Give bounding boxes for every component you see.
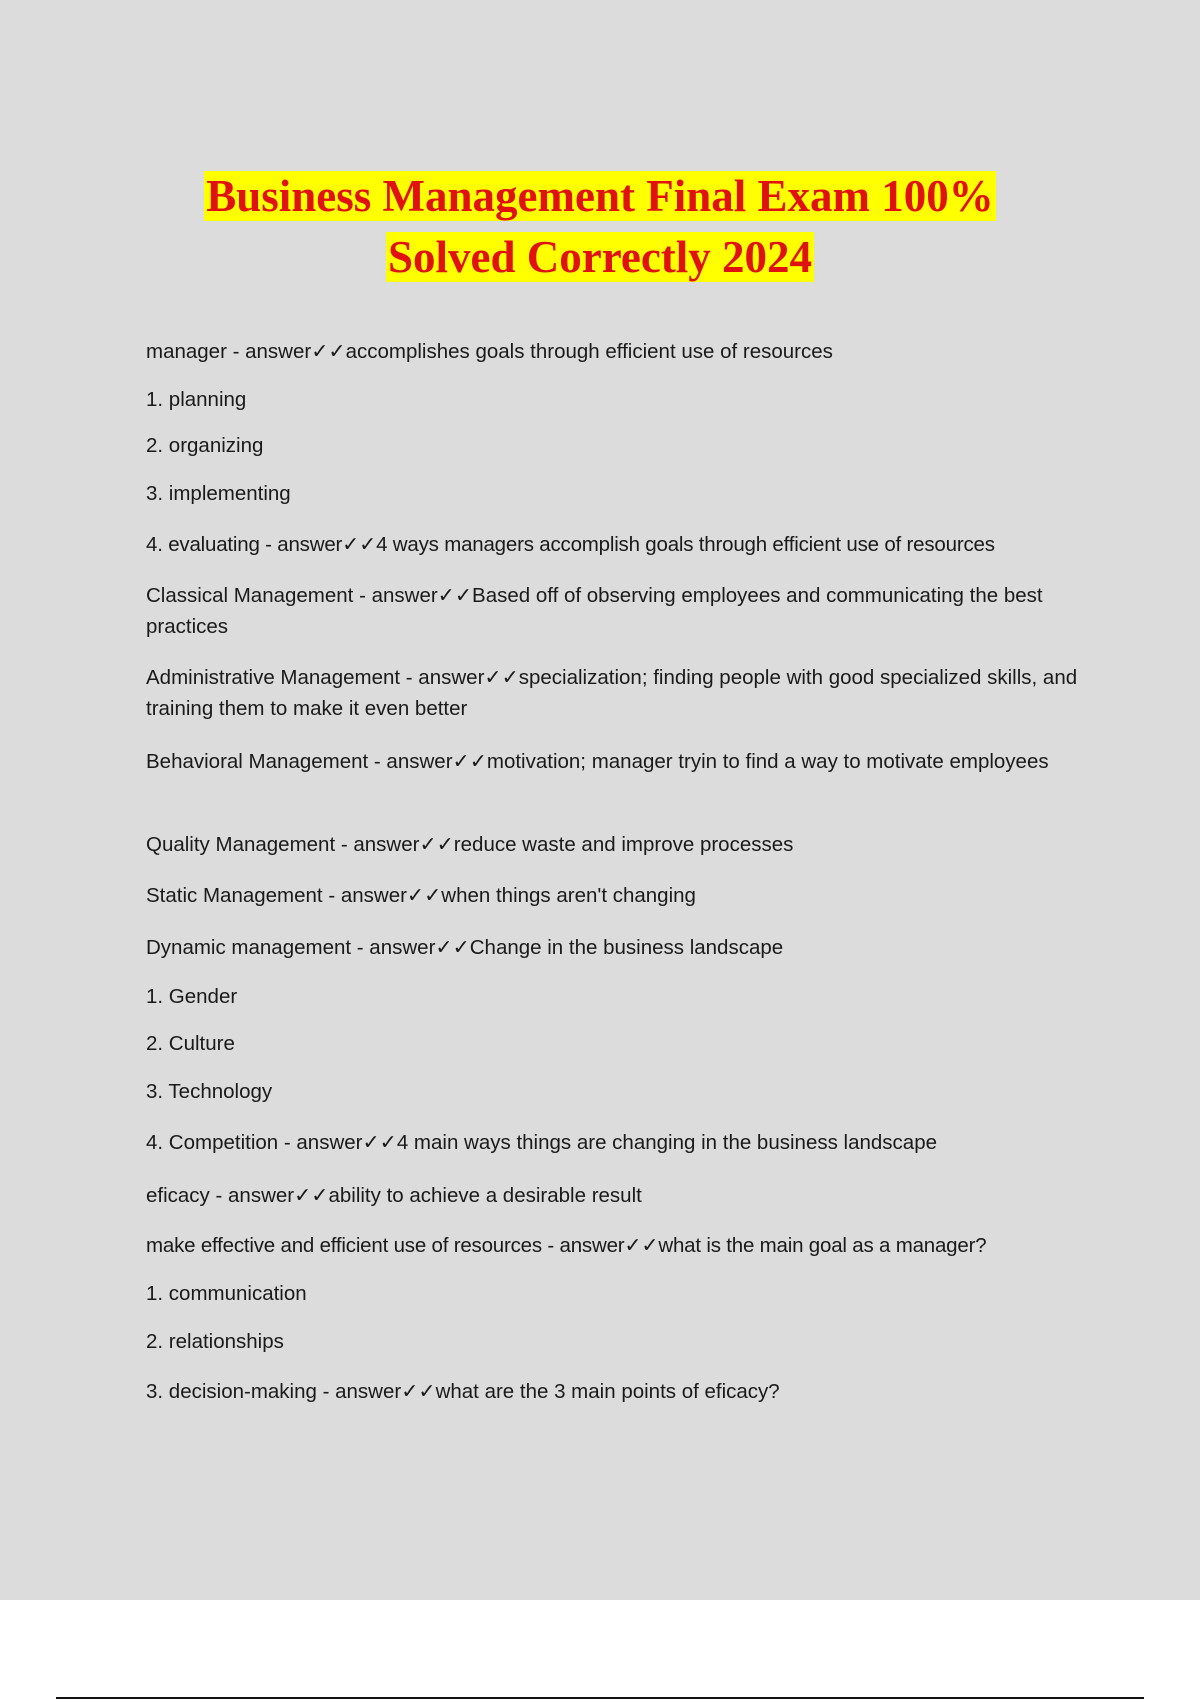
qa-item: 1. planning	[146, 388, 247, 411]
qa-item: Dynamic management - answer✓✓Change in the business landscape	[146, 936, 784, 959]
qa-item: Classical Management - answer✓✓Based off of observing employees and communicating the best practices	[146, 584, 1043, 638]
document-title	[0, 166, 1200, 288]
qa-item: Administrative Management - answer✓✓specialization; finding people with good specialized skills, and training them to make it even better	[146, 666, 1078, 720]
qa-item: Static Management - answer✓✓when things aren't changing	[146, 884, 696, 907]
footer-divider	[56, 1697, 1144, 1699]
qa-item: 2. relationships	[146, 1330, 284, 1353]
qa-list	[146, 336, 1086, 1416]
qa-item: 4. Competition - answer✓✓4 main ways things are changing in the business landscape	[146, 1131, 938, 1154]
qa-item: 2. Culture	[146, 1032, 235, 1055]
qa-item: manager - answer✓✓accomplishes goals through efficient use of resources	[146, 340, 833, 363]
qa-item: make effective and efficient use of resources - answer✓✓what is the main goal as a manager?	[146, 1234, 987, 1257]
qa-item: eficacy - answer✓✓ability to achieve a desirable result	[146, 1184, 642, 1207]
qa-item: Behavioral Management - answer✓✓motivation; manager tryin to find a way to motivate employees	[146, 750, 1049, 773]
qa-item: 2. organizing	[146, 434, 264, 457]
qa-item: 3. implementing	[146, 482, 291, 505]
title-line-2: Solved Correctly 2024	[387, 232, 813, 282]
qa-item: 3. decision-making - answer✓✓what are the 3 main points of eficacy?	[146, 1380, 780, 1403]
qa-item: Quality Management - answer✓✓reduce waste and improve processes	[146, 833, 794, 856]
qa-item: 4. evaluating - answer✓✓4 ways managers accomplish goals through efficient use of resources	[146, 533, 995, 556]
qa-item: 3. Technology	[146, 1080, 273, 1103]
title-line-1: Business Management Final Exam 100%	[206, 171, 994, 221]
qa-item: 1. Gender	[146, 985, 238, 1008]
qa-item: 1. communication	[146, 1282, 307, 1305]
